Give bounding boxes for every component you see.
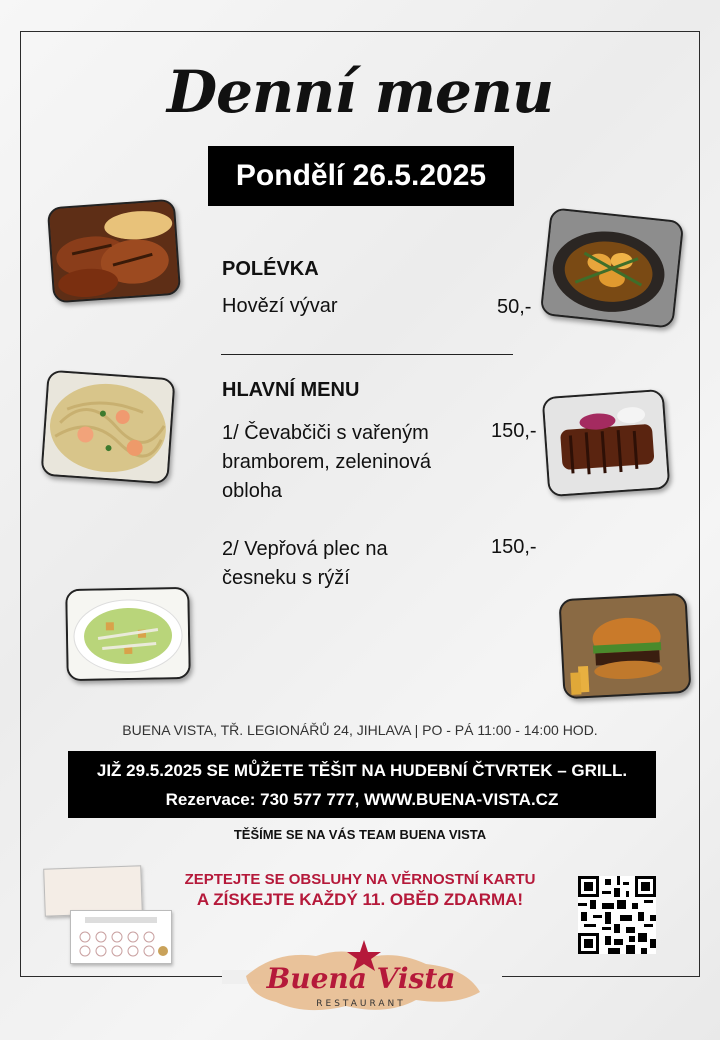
event-line-1: JIŽ 29.5.2025 SE MŮŽETE TĚŠIT NA HUDEBNÍ ČTVRTEK – GRILL. [96, 761, 628, 780]
photo-caesar-salad [65, 587, 191, 681]
soup-heading: POLÉVKA [222, 258, 319, 280]
buena-vista-logo [236, 936, 486, 1022]
main-item-1-price: 150,- [491, 420, 537, 442]
main-item-2-price: 150,- [491, 536, 537, 558]
photo-burger [558, 593, 691, 700]
logo-wordmark: Buena Vista [266, 962, 456, 995]
main-item-1-line-2: bramborem, zeleninová [222, 451, 431, 473]
menu-title: Denní menu [166, 58, 554, 126]
main-item-2-line-2: česneku s rýží [222, 567, 350, 589]
main-item-1-line-1: 1/ Čevabčiči s vařeným [222, 422, 429, 444]
qr-code[interactable] [578, 876, 656, 954]
event-banner [68, 751, 656, 818]
loyalty-promo [140, 871, 580, 910]
loyalty-line-1: ZEPTEJTE SE OBSLUHY NA VĚRNOSTNÍ KARTU [184, 871, 536, 888]
team-greeting: TĚŠÍME SE NA VÁS TEAM BUENA VISTA [233, 827, 487, 842]
loyalty-card-back [43, 865, 143, 916]
loyalty-line-2: A ZÍSKEJTE KAŽDÝ 11. OBĚD ZDARMA! [196, 890, 524, 909]
photo-potatoes [540, 207, 685, 328]
main-heading: HLAVNÍ MENU [222, 379, 360, 401]
logo-subtitle: RESTAURANT [316, 999, 406, 1009]
photo-grilled-ribs [542, 389, 671, 497]
reservation-line: Rezervace: 730 577 777, WWW.BUENA-VISTA.CZ [165, 790, 559, 809]
main-item-2-line-1: 2/ Vepřová plec na [222, 538, 388, 560]
loyalty-card-front [70, 910, 172, 964]
date-banner: Pondělí 26.5.2025 [208, 146, 514, 206]
soup-item-price: 50,- [497, 296, 532, 318]
main-item-1-line-3: obloha [222, 480, 283, 502]
photo-shrimp-pasta [40, 370, 175, 485]
soup-item-name: Hovězí vývar [222, 295, 338, 317]
divider-line [221, 354, 513, 355]
address-hours: BUENA VISTA, TŘ. LEGIONÁŘŮ 24, JIHLAVA | PO - PÁ 11:00 - 14:00 HOD. [122, 722, 598, 738]
photo-grilled-chicken [47, 199, 181, 304]
